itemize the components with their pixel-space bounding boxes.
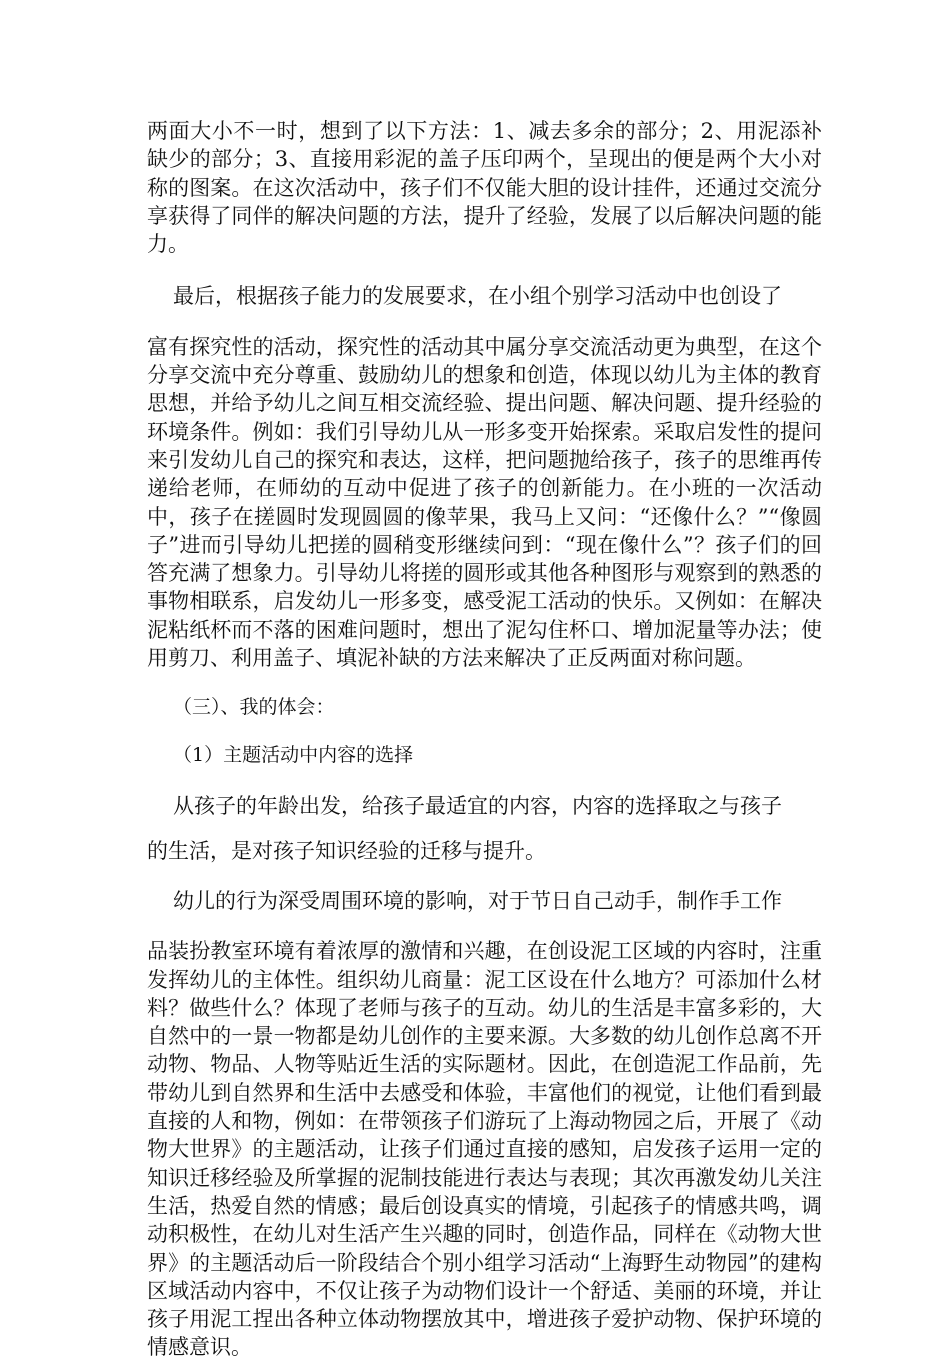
section-heading: （三）、我的体会： bbox=[173, 696, 335, 719]
spacer bbox=[147, 720, 822, 742]
paragraph-finally-body: 富有探究性的活动，探究性的活动其中属分享交流活动更为典型，在这个分享交流中充分尊重、鼓励幼儿的想象和创造，体现以幼儿为主体的教育思想，并给予幼儿之间互相交流经验、提出问题、解决问题、提升经验的环境条件。例如：我们引导幼儿从一形多变开始探索。采取启发性的提问来引发幼儿自己的探究和表达，这样，把问题抛给孩子，孩子的思维再传递给老师，在师幼的互动中促进了孩子的创新能力。在小班的一次活动中，孩子在搓圆时发现圆圆的像苹果，我马上又问：“还像什么？”“像圆子”进而引导幼儿把搓的圆稍变形继续问到：“现在像什么”？孩子们的回答充满了想象力。引导幼儿将搓的圆形或其他各种图形与观察到的熟悉的事物相联系，启发幼儿一形多变，感受泥工活动的快乐。又例如：在解决泥粘纸杯而不落的困难问题时，想出了泥勾住杯口、增加泥量等办法；使用剪刀、利用盖子、填泥补缺的方法来解决了正反两面对称问题。 bbox=[147, 334, 822, 671]
paragraph-behavior-body: 品装扮教室环境有着浓厚的激情和兴趣，在创设泥工区域的内容时，注重发挥幼儿的主体性。组织幼儿商量：泥工区设在什么地方？可添加什么材料？做些什么？体现了老师与孩子的互动。幼儿的生活是丰富多彩的，大自然中的一景一物都是幼儿创作的主要来源。大多数的幼儿创作总离不开动物、物品、人物等贴近生活的实际题材。因此，在创造泥工作品前，先带幼儿到自然界和生活中去感受和体验，丰富他们的视觉，让他们看到最直接的人和物，例如：在带领孩子们游玩了上海动物园之后，开展了《动物大世界》的主题活动，让孩子们通过直接的感知，启发孩子运用一定的知识迁移经验及所掌握的泥制技能进行表达与表现；其次再激发幼儿关注生活，热爱自然的情感；最后创设真实的情境，引起孩子的情感共鸣，调动积极性，在幼儿对生活产生兴趣的同时，创造作品，同样在《动物大世界》的主题活动后一阶段结合个别小组学习活动“上海野生动物园”的建构区域活动内容中，不仅让孩子为动物们设计一个舒适、美丽的环境，并让孩子用泥工捏出各种立体动物摆放其中，增进孩子爱护动物、保护环境的情感意识。 bbox=[147, 939, 822, 1360]
sub-heading: （1）主题活动中内容的选择 bbox=[173, 744, 414, 767]
paragraph-continuation: 两面大小不一时，想到了以下方法：1、减去多余的部分；2、用泥添补缺少的部分；3、直接用彩泥的盖子压印两个，呈现出的便是两个大小对称的图案。在这次活动中，孩子们不仅能大胆的设计挂件，还通过交流分享获得了同伴的解决问题的方法，提升了经验，发展了以后解决问题的能力。 bbox=[147, 119, 822, 257]
spacer bbox=[147, 821, 822, 837]
spacer bbox=[147, 915, 822, 937]
spacer bbox=[147, 258, 822, 282]
paragraph-behavior-first-line: 幼儿的行为深受周围环境的影响，对于节日自己动手，制作手工作 bbox=[173, 888, 782, 913]
paragraph-age-first-line: 从孩子的年龄出发，给孩子最适宜的内容，内容的选择取之与孩子 bbox=[173, 794, 782, 819]
spacer bbox=[147, 311, 822, 333]
spacer bbox=[147, 865, 822, 887]
paragraph-finally-first-line: 最后，根据孩子能力的发展要求，在小组个别学习活动中也创设了 bbox=[173, 284, 782, 309]
document-page bbox=[147, 117, 822, 1362]
spacer bbox=[147, 768, 822, 792]
spacer bbox=[147, 672, 822, 694]
paragraph-age-tail: 的生活，是对孩子知识经验的迁移与提升。 bbox=[147, 838, 546, 863]
